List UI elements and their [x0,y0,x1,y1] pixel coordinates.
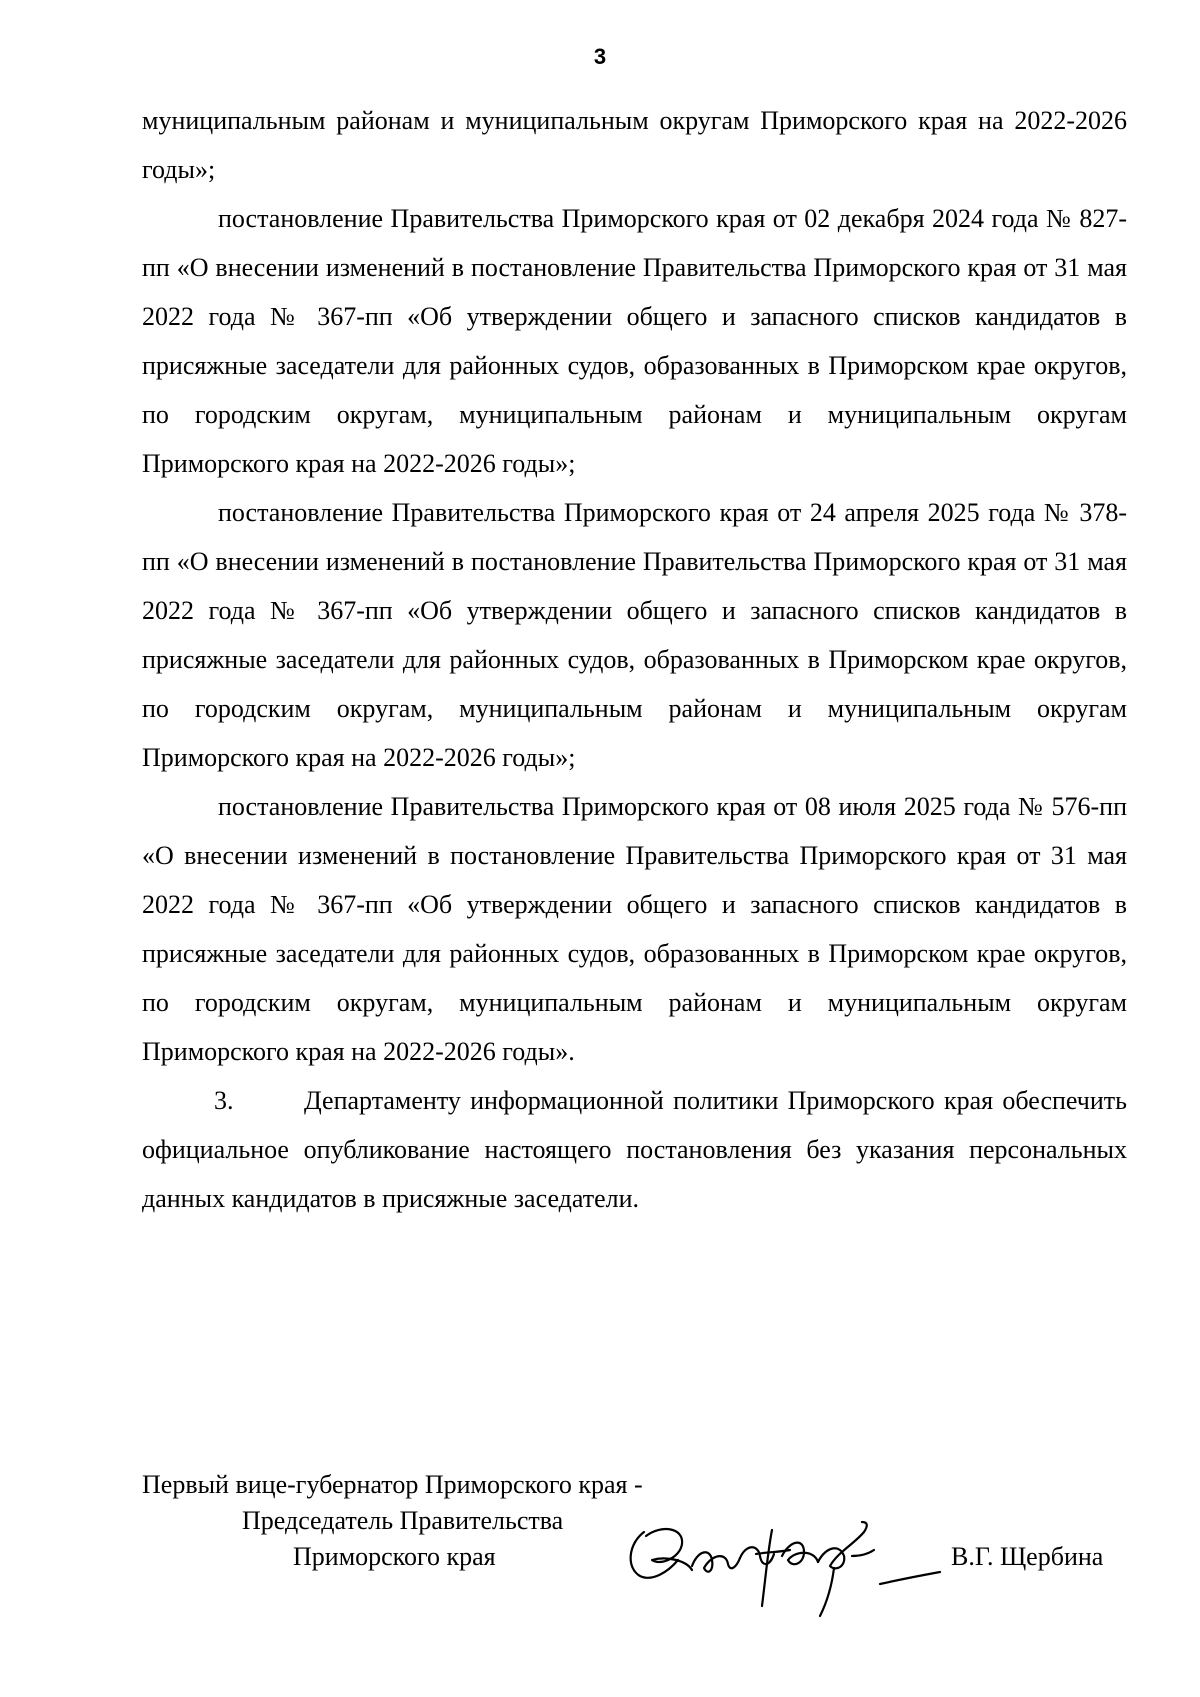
page-number: 3 [593,44,607,69]
signer-title-line-2: Председатель Правительства [242,1506,564,1535]
signer-name: В.Г. Щербина [951,1542,1104,1571]
item-3-text: Департаменту информационной политики Приморского края обеспечить официальное опубликование настоящего постановления без указания персональных данных кандидатов в присяжные заседатели. [142,1086,1127,1213]
paragraph-continuation: муниципальным районам и муниципальным округам Приморского края на 2022-2026 годы»; [142,106,1127,184]
handwritten-signature [622,1510,944,1620]
signature-block [0,1470,1200,1610]
paragraph-resolution-378: постановление Правительства Приморского края от 24 апреля 2025 года № 378-пп «О внесении изменений в постановление Правительства Приморского края от 31 мая 2022 года № 367-пп «Об утверждении общего и запасного списков кандидатов в присяжные заседатели для районных судов, образованных в Приморском крае округов, по городским округам, муниципальным районам и муниципальным округам Приморского края на 2022-2026 годы»; [142,498,1127,772]
signer-title-line-1: Первый вице-губернатор Приморского края - [142,1470,643,1499]
paragraph-item-3 [142,1076,1127,1223]
document-body [142,96,1127,1223]
item-number: 3. [214,1086,234,1115]
paragraph-resolution-576: постановление Правительства Приморского края от 08 июля 2025 года № 576-пп «О внесении изменений в постановление Правительства Приморского края от 31 мая 2022 года № 367-пп «Об утверждении общего и запасного списков кандидатов в присяжные заседатели для районных судов, образованных в Приморском крае округов, по городским округам, муниципальным районам и муниципальным округам Приморского края на 2022-2026 годы». [142,792,1127,1066]
paragraph-resolution-827: постановление Правительства Приморского края от 02 декабря 2024 года № 827-пп «О внесении изменений в постановление Правительства Приморского края от 31 мая 2022 года № 367-пп «Об утверждении общего и запасного списков кандидатов в присяжные заседатели для районных судов, образованных в Приморском крае округов, по городским округам, муниципальным районам и муниципальным округам Приморского края на 2022-2026 годы»; [142,204,1127,478]
signer-title-line-3: Приморского края [293,1542,496,1571]
